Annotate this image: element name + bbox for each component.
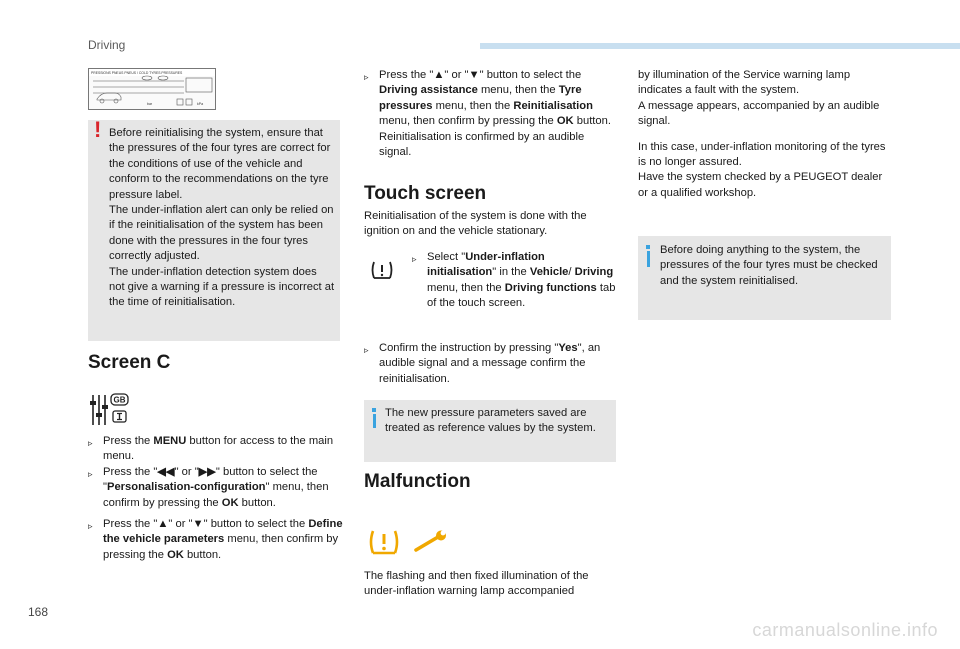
step-driving-assistance: ▹ Press the "▲" or "▼" button to select the Driving assistance menu, then the Tyre pressures menu, then the Reinitialisation menu, then confirm by pressing the OK button. Reinitialisation is confirmed by an audible signal. (364, 68, 618, 160)
tyre-warning-lamp-icon (370, 258, 394, 282)
info-box-reinitialise (638, 236, 891, 320)
bullet-arrow-icon: ▹ (364, 72, 369, 82)
bullet-arrow-icon: ▹ (88, 468, 93, 479)
bullet-arrow-icon: ▹ (412, 254, 417, 264)
info-icon-dot (372, 408, 376, 412)
step-select-under-inflation: ▹ Select "Under-inflation initialisation" in the Vehicle/ Driving menu, then the Driving functions tab of the touch screen. (412, 250, 617, 312)
info-icon-dot (646, 245, 650, 249)
watermark: carmanualsonline.info (752, 620, 938, 640)
service-wrench-icon (412, 530, 450, 554)
info-icon-bar (373, 414, 376, 428)
gb-label: GB (113, 395, 126, 405)
down-arrow-icon: ▼ (468, 69, 480, 81)
right-arrow-icon: ▶▶ (198, 465, 216, 478)
info-text-reference-values: The new pressure parameters saved are treated as reference values by the system. (385, 407, 596, 435)
malfunction-text: The flashing and then fixed illumination of the under-inflation warning lamp accompanied (364, 570, 589, 598)
warning-box (88, 117, 340, 341)
tyre-label-unit-kpa: kPa (197, 102, 204, 106)
tyre-warning-lamp-amber-icon (368, 527, 400, 557)
bullet-arrow-icon: ▹ (88, 438, 93, 448)
col3-paragraph-3: In this case, under-inflation monitoring of the tyres is no longer assured. (638, 140, 886, 169)
tyre-label-drawing (89, 69, 215, 109)
touch-screen-heading: Touch screen (364, 183, 487, 204)
down-arrow-icon: ▼ (192, 518, 204, 531)
tyre-label-unit-bar: bar (147, 102, 153, 106)
step-select-define-vehicle: ▹ Press the "▲" or "▼" button to select the Define the vehicle parameters menu, then confirm by pressing the OK button. (88, 517, 343, 563)
warning-exclamation-icon: ! (94, 117, 102, 142)
col3-paragraph-2: A message appears, accompanied by an audible signal. (638, 99, 880, 128)
malfunction-heading: Malfunction (364, 471, 471, 492)
section-title: Driving (88, 38, 126, 52)
col3-paragraph-4: Have the system checked by a PEUGEOT dealer or a qualified workshop. (638, 171, 883, 199)
bullet-arrow-icon: ▹ (88, 521, 93, 532)
info-text-reinitialise: Before doing anything to the system, the pressures of the four tyres must be checked and the system reinitialised. (660, 244, 878, 287)
header-bar (480, 43, 960, 49)
left-arrow-icon: ◀◀ (157, 465, 175, 478)
page-number: 168 (28, 605, 49, 619)
tyre-pressure-label-image (88, 68, 216, 110)
step-press-menu: ▹ Press the MENU button for access to the main menu. (88, 434, 343, 465)
settings-menu-icon (88, 392, 130, 428)
touch-screen-intro: Reinitialisation of the system is done with the ignition on and the vehicle stationary. (364, 210, 587, 238)
bullet-arrow-icon: ▹ (364, 345, 369, 355)
col3-paragraph-1: by illumination of the Service warning lamp indicates a fault with the system. (638, 69, 851, 97)
warning-paragraph-1: Before reinitialising the system, ensure that the pressures of the four tyres are correct for the conditions of use of the vehicle and conform to the recommendations on the tyre pressure label. (109, 127, 331, 201)
screen-c-heading: Screen C (88, 352, 171, 373)
step-select-personalisation: ▹ Press the "◀◀" or "▶▶" button to select the "Personalisation-configuration" menu, then confirm by pressing the OK button. (88, 465, 343, 511)
warning-paragraph-2: The under-inflation alert can only be relied on if the reinitialisation of the system has been done with the pressures in the four tyres correctly adjusted. (109, 204, 334, 263)
tyre-label-title: PRESSIONS PNEUS PNEUS / COLD TYRES PRESSURES (91, 71, 183, 75)
step-confirm-yes: ▹ Confirm the instruction by pressing "Yes", an audible signal and a message confirm the reinitialisation. (364, 341, 618, 387)
warning-paragraph-3: The under-inflation detection system does not give a warning if a pressure is incorrect at the time of reinitialisation. (109, 265, 335, 309)
info-icon-bar (647, 251, 650, 267)
up-arrow-icon: ▲ (157, 518, 169, 531)
info-box-reference-values (364, 400, 616, 462)
up-arrow-icon: ▲ (433, 69, 445, 81)
